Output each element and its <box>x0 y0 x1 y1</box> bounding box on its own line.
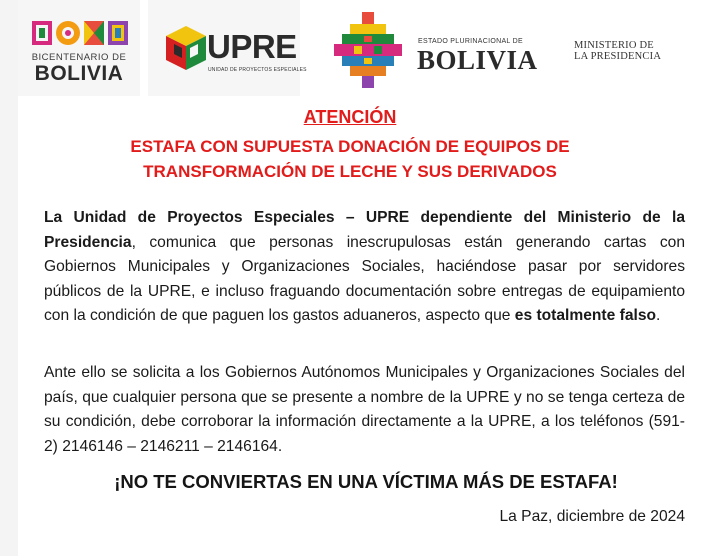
notice-paragraph-2: Ante ello se solicita a los Gobiernos Autónomos Municipales y Organizaciones Sociales del país, que cualquier persona que se presente a nombre de la UPRE y no se tenga certeza de su condición, debe corroborar la información directamente a la UPRE, a los teléfonos (591-2) 2146146 – 2146211 – 2146164. <box>44 364 685 455</box>
paragraph1-text: , comunica que personas inescrupulosas están generando cartas con Gobiernos Municipales y Organizaciones Sociales, haciéndose pasar por servidores públicos de la UPRE, e incluso fraguando documentación sobre entregas de equipamiento con la condición de que paguen los gastos aduaneros, aspecto que <box>44 233 685 324</box>
bicentenario-country: BOLIVIA <box>34 62 124 85</box>
upre-name: UPRE <box>207 28 297 65</box>
estado-label: ESTADO PLURINACIONAL DE <box>418 38 523 45</box>
bolivia-emblem-icon <box>328 10 408 90</box>
bicentenario-motif-icon <box>30 17 130 49</box>
bicentenario-logo <box>18 0 140 96</box>
ministry-label <box>574 40 704 62</box>
attention-heading: ATENCIÓN <box>303 107 397 127</box>
paragraph1-end: . <box>656 307 661 324</box>
signoff-date: La Paz, diciembre de 2024 <box>499 508 685 525</box>
upre-subtitle: UNIDAD DE PROYECTOS ESPECIALES <box>208 67 307 73</box>
paragraph1-bold-lead: La Unidad de Proyectos Especiales – UPRE dependiente del Ministerio de la Presidencia <box>44 209 685 251</box>
estado-plurinacional-logo <box>318 0 558 96</box>
bicentenario-label: BICENTENARIO DE <box>31 52 127 63</box>
ministry-line1: MINISTERIO DE <box>574 40 654 51</box>
warning-slogan: ¡NO TE CONVIERTAS EN UNA VÍCTIMA MÁS DE ESTAFA! <box>114 471 618 492</box>
headline-line1: ESTAFA CON SUPUESTA DONACIÓN DE EQUIPOS DE <box>130 137 570 156</box>
upre-logo <box>148 0 307 96</box>
left-edge-strip <box>0 0 18 556</box>
estado-country: BOLIVIA <box>417 45 538 75</box>
upre-logo-mark-icon <box>164 22 208 72</box>
notice-paragraph-1 <box>44 206 685 329</box>
headline-line2: TRANSFORMACIÓN DE LECHE Y SUS DERIVADOS <box>143 162 557 181</box>
ministry-line2: LA PRESIDENCIA <box>574 51 662 62</box>
paragraph1-bold-tail: es totalmente falso <box>514 307 657 324</box>
